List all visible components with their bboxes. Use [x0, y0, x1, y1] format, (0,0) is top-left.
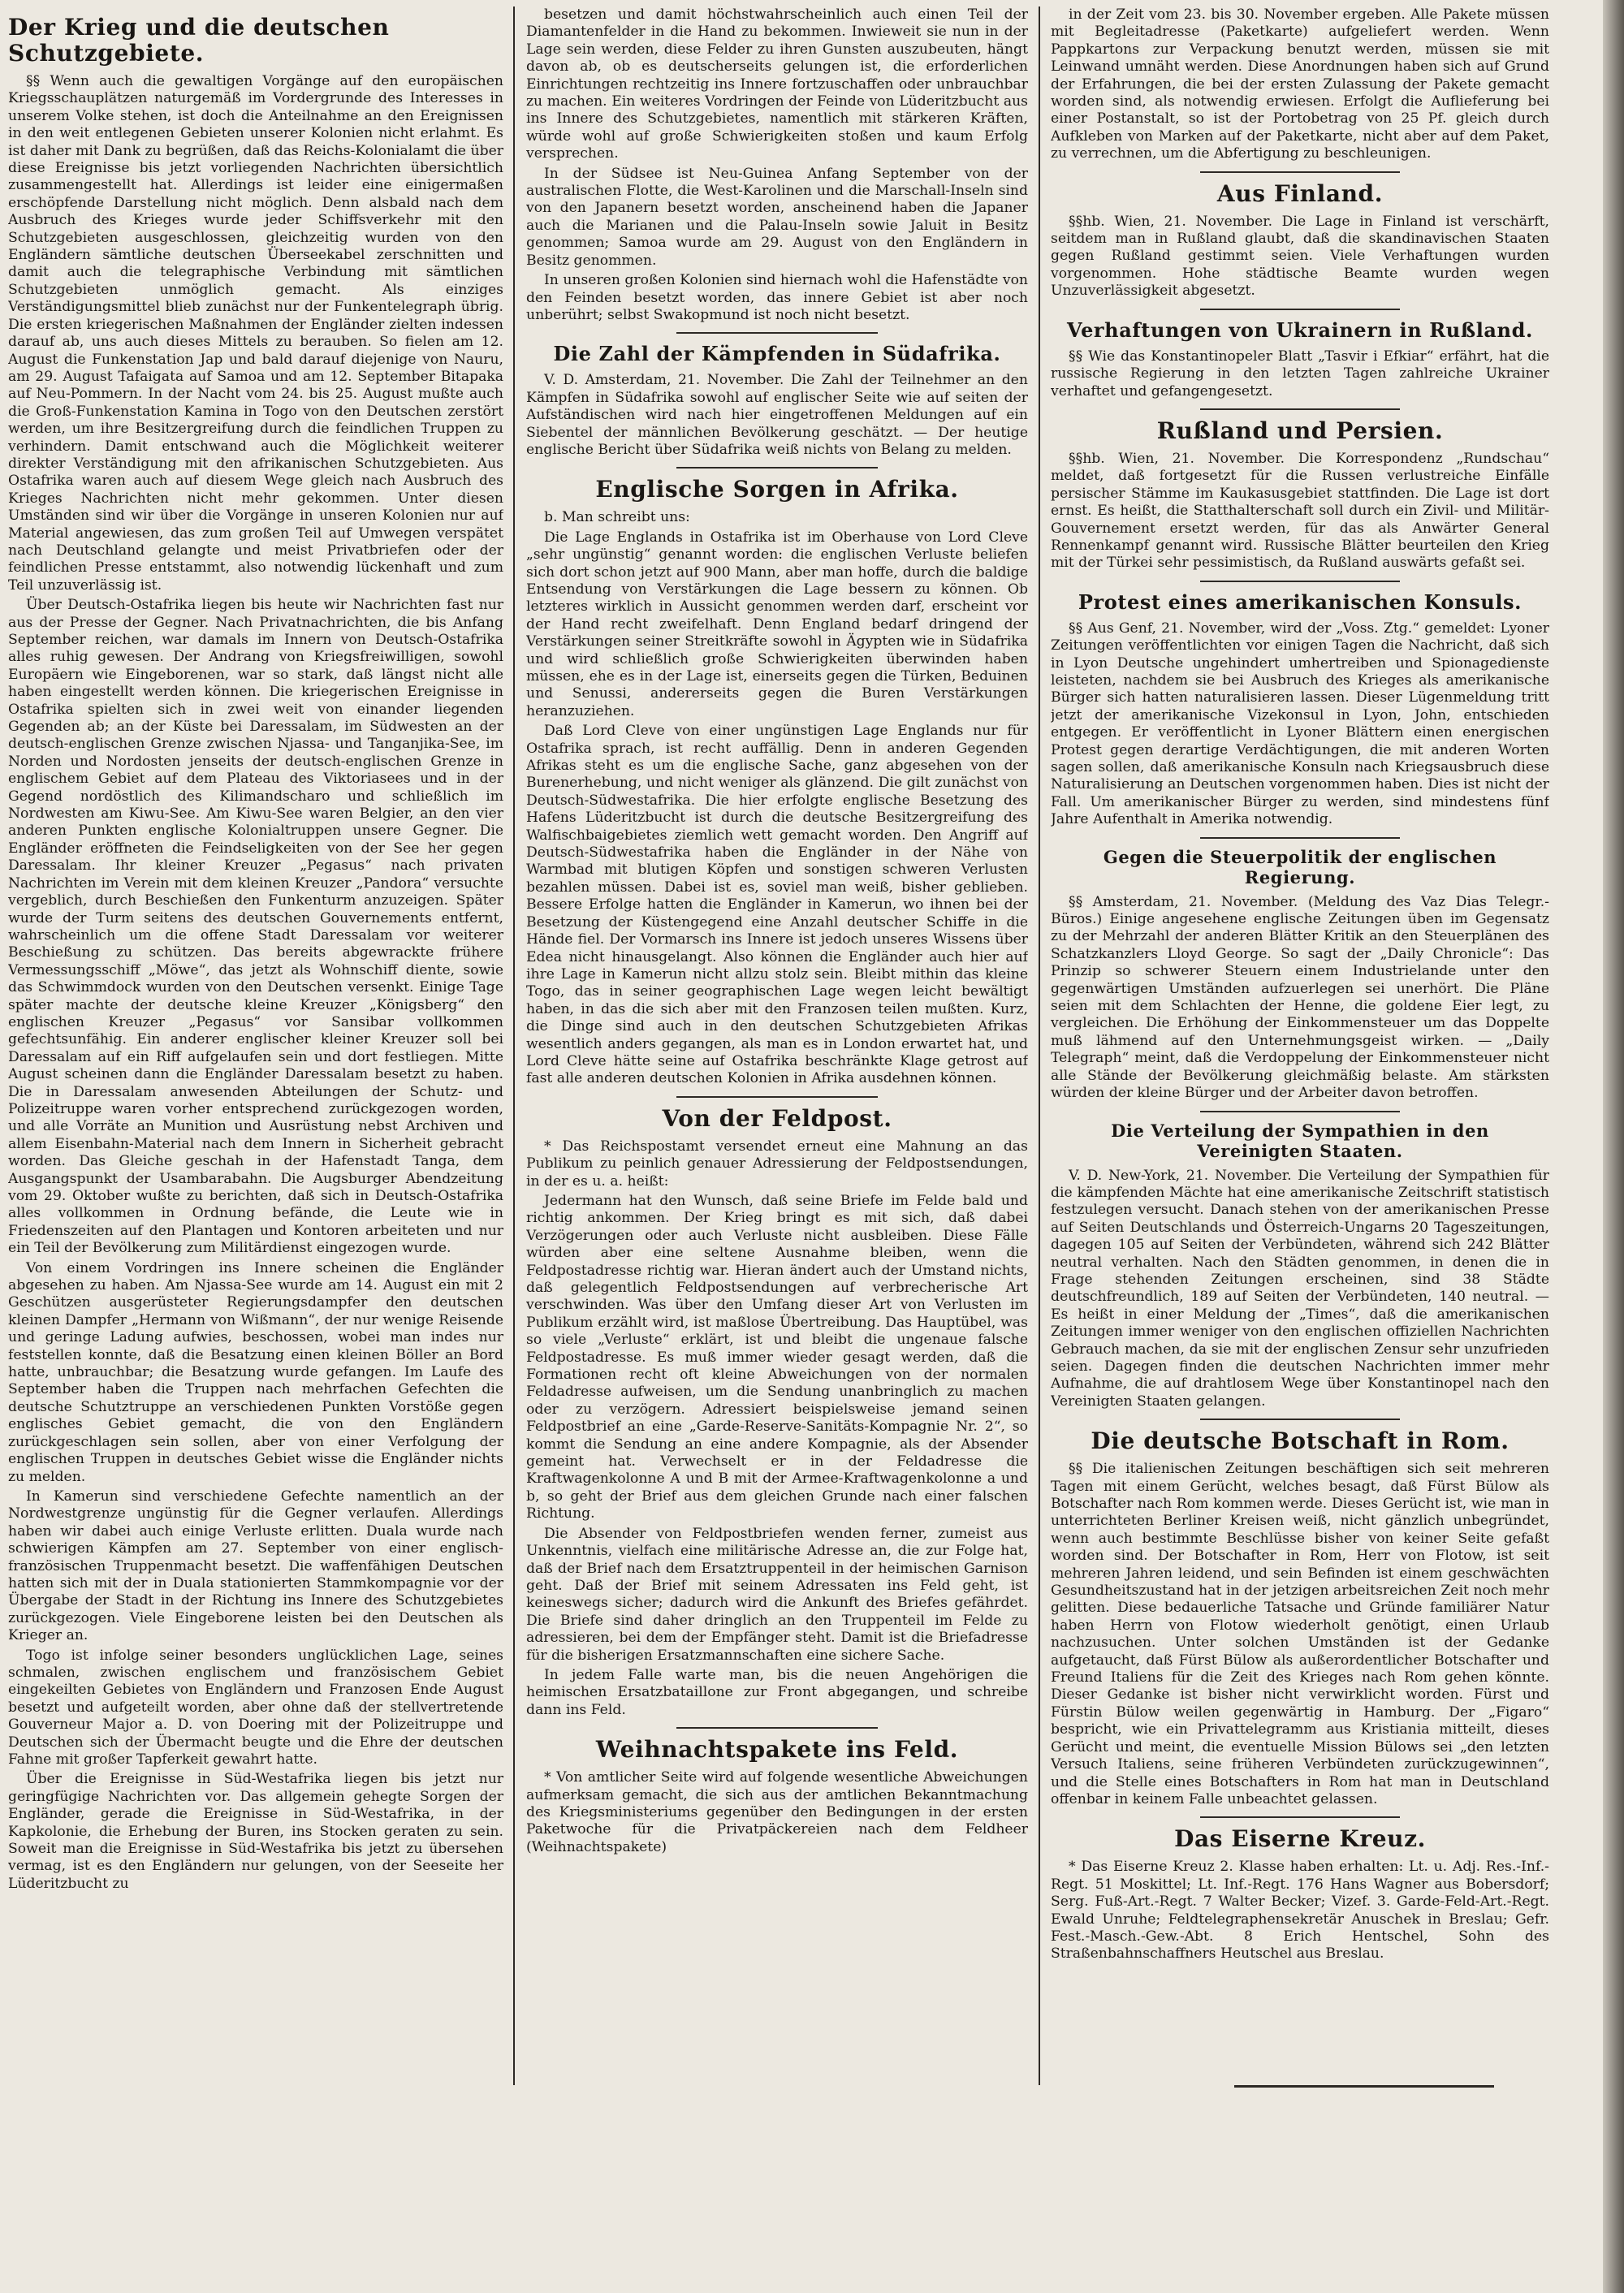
- section-divider: [1200, 581, 1400, 582]
- section-divider: [1200, 837, 1400, 839]
- section-body: [526, 372, 1028, 459]
- section-body: [526, 509, 1028, 1087]
- section-divider: [676, 1727, 877, 1729]
- paragraph: In Kamerun sind verschiedene Gefechte namentlich an der Nordwestgrenze ungünstig für die Gegner verlaufen. Allerdings haben wir dabei auch einige Verluste erlitten. Duala wurde nach schwierigen Kämpfen am 27. September von einer englisch-französischen Truppenmacht besetzt. Die waffenfähigen Deutschen hatten sich mit der in Duala stationierten Stammkompagnie vor der Übergabe der Stadt in der Richtung ins Innere des Schutzgebietes zurückgezogen. Viele Eingeborene leisten bei den Deutschen als Krieger an.: [8, 1488, 503, 1644]
- section-body: [1051, 1461, 1549, 1808]
- section-body: [526, 1138, 1028, 1719]
- paragraph: * Das Reichspostamt versendet erneut eine Mahnung an das Publikum zu peinlich genauer Adressierung der Feldpostsendungen, in der es u. a. heißt:: [526, 1138, 1028, 1190]
- section-title: Gegen die Steuerpolitik der englischen Regierung.: [1103, 846, 1497, 887]
- section-body: [1051, 620, 1549, 829]
- paragraph: Über die Ereignisse in Süd-Westafrika liegen bis jetzt nur geringfügige Nachrichten vor. Das allgemein gehegte Sorgen der Engländer, gerade die Ereignisse in Süd-Westafrika, in der Kapkolonie, die Erhebung der Buren, ins Stocken geraten zu sein. Soweit man die Ereignisse in Süd-Westafrika bis jetzt zu übersehen vermag, ist es den Engländern nur gelungen, von der Seeseite her Lüderitzbucht zu: [8, 1771, 503, 1892]
- section-divider: [676, 1096, 877, 1098]
- section-body: [1051, 214, 1549, 300]
- article-body-krieg: [8, 73, 503, 1893]
- section-body: [1051, 894, 1549, 1103]
- section-divider: [1200, 171, 1400, 173]
- column-1: [8, 6, 503, 2118]
- column-2: [526, 6, 1028, 2118]
- section-divider: [676, 332, 877, 334]
- section-title: Aus Finland.: [1216, 179, 1384, 207]
- paragraph: §§ Aus Genf, 21. November, wird der „Voss. Ztg.“ gemeldet: Lyoner Zeitungen veröffentlichten vor einigen Tagen die Nachricht, daß sich in Lyon Deutsche ungehindert umhertreiben und Spionagedienste leisteten, nachdem sie bei Ausbruch des Krieges als amerikanische Bürger sich hatten naturalisieren lassen. Dieser Lügenmeldung tritt jetzt der amerikanische Vizekonsul in Lyon, John, entschieden entgegen. Er veröffentlicht in Lyoner Blättern einen energischen Protest gegen derartige Verdächtigungen, die mit anderen Worten sagen sollen, daß amerikanische Konsuln nach Kriegsausbruch diese Naturalisierung an Deutschen vorgenommen haben. Dies ist nicht der Fall. Um amerikanischer Bürger zu werden, sind mindestens fünf Jahre Aufenthalt in Amerika notwendig.: [1051, 620, 1549, 828]
- section-divider: [1200, 1419, 1400, 1420]
- section-title: Die Verteilung der Sympathien in den Vereinigten Staaten.: [1111, 1120, 1489, 1161]
- section-body: [1051, 1859, 1549, 1963]
- paragraph: besetzen und damit höchstwahrscheinlich auch einen Teil der Diamantenfelder in die Hand zu bekommen. Inwieweit sie nun in der Lage sein werden, diese Felder zu ihren Gunsten auszubeuten, hängt davon ab, ob es deutscherseits gelungen ist, die erforderlichen Einrichtungen rechtzeitig ins Innere fortzuschaffen oder unbrauchbar zu machen. Ein weiteres Vordringen der Feinde von Lüderitzbucht aus ins Innere des Schutzgebietes, namentlich mit stärkeren Kräften, würde wohl auf große Schwierigkeiten stoßen und kaum Erfolg versprechen.: [526, 6, 1028, 162]
- section-title: Rußland und Persien.: [1156, 417, 1444, 444]
- paragraph: §§ Wenn auch die gewaltigen Vorgänge auf den europäischen Kriegsschauplätzen naturgemäß im Vordergrunde des Interesses in unserem Volke stehen, ist doch die Anteilnahme an den Ereignissen in den weit entlegenen Gebieten unserer Kolonien nicht erlahmt. Es ist daher mit Dank zu begrüßen, daß das Reichs-Kolonialamt die über diese Ereignisse bis jetzt vorliegenden Nachrichten übersichtlich zusammengestellt hat. Allerdings ist leider eine einigermaßen erschöpfende Darstellung nicht möglich. Denn alsbald nach dem Ausbruch des Krieges wurde jeder Schiffsverkehr mit den Schutzgebieten ausgeschlossen, gleichzeitig wurden von den Engländern sämtliche deutschen Überseekabel zerschnitten und damit auch die telegraphische Verbindung mit sämtlichen Schutzgebieten unmöglich gemacht. Als einziges Verständigungsmittel blieb zunächst nur der Funkentelegraph übrig. Die ersten kriegerischen Maßnahmen der Engländer zielten indessen darauf ab, uns auch dieses Mittels zu berauben. So fielen am 12. August die Funkenstation Jap und bald darauf diejenige von Nauru, am 29. August Tafaigata auf Samoa und am 12. September Bitapaka auf Neu-Pommern. In der Nacht vom 24. bis 25. August mußte auch die Groß-Funkenstation Kamina in Togo von den Deutschen zerstört werden, um ihre Besitzergreifung durch die feindlichen Truppen zu verhindern. Damit entschwand auch die Möglichkeit weiterer direkter Verständigung mit den afrikanischen Schutzgebieten. Aus Ostafrika waren auch auf diesem Wege gleich nach Ausbruch des Krieges Nachrichten nicht mehr gekommen. Unter diesen Umständen sind wir über die Vorgänge in unseren Kolonien nur auf Material angewiesen, das zum großen Teil auf Umwegen verspätet nach Deutschland gelangte und meist Privatbriefen oder der feindlichen Presse entstammt, also notwendig lückenhaft und zum Teil unzuverlässig ist.: [8, 73, 503, 594]
- column-rule-1: [513, 6, 515, 2085]
- paragraph: Jedermann hat den Wunsch, daß seine Briefe im Felde bald und richtig ankommen. Der Krieg bringt es mit sich, daß dabei Verzögerungen oder auch Verluste nicht ausbleiben. Diese Fälle würden aber eine seltene Ausnahme bleiben, wenn die Feldpostadresse richtig war. Hieran ändert auch der Umstand nichts, daß gelegentlich Feldpostsendungen auf verbrecherische Art verschwinden. Was über den Umfang dieser Art von Verlusten im Publikum erzählt wird, ist maßlose Übertreibung. Das Hauptübel, was so viele „Verluste“ erklärt, ist und bleibt die ungenaue falsche Feldpostadresse. Es muß immer wieder gesagt werden, daß die Formationen recht oft kleine Abweichungen von der normalen Feldadresse aufweisen, um die Sendung unanbringlich zu machen oder zu verzögern. Adressiert beispielsweise jemand seinen Feldpostbrief an eine „Garde-Reserve-Sanitäts-Kompagnie Nr. 2“, so kommt die Sendung an eine andere Kompagnie, als der Absender gemeint hat. Verwechselt er in der Feldadresse die Kraftwagenkolonne A und B mit der Armee-Kraftwagenkolonne a und b, so geht der Brief aus dem gleichen Grunde nach einer falschen Richtung.: [526, 1192, 1028, 1522]
- paragraph: §§ Amsterdam, 21. November. (Meldung des Vaz Dias Telegr.-Büros.) Einige angesehene englische Zeitungen üben im Gegensatz zu der Mehrzahl der anderen Blätter Kritik an den Steuerplänen des Schatzkanzlers Lloyd George. So sagt der „Daily Chronicle“: Das Prinzip so schwerer Steuern einem Industrielande unter den gegenwärtigen Umständen aufzuerlegen sei unerhört. Die Pläne seien mit dem Schlachten der Henne, die goldene Eier legt, zu vergleichen. Die Erhöhung der Einkommensteuer um das Doppelte muß lähmend auf den Unternehmungsgeist wirken. — „Daily Telegraph“ meint, daß die Verdoppelung der Einkommensteuer nicht alle Stände der Bevölkerung gleichmäßig belaste. Am stärksten würden der kleine Bürger und der Arbeiter davon betroffen.: [1051, 893, 1549, 1102]
- section-body: [1051, 1168, 1549, 1411]
- paragraph: Die Lage Englands in Ostafrika ist im Oberhause von Lord Cleve „sehr ungünstig“ genannt worden: die englischen Verluste beliefen sich dort schon jetzt auf 900 Mann, aber man hoffe, durch die baldige Entsendung von Verstärkungen die Lage bessern zu können. Ob letzteres wirklich in Aussicht genommen werden darf, erscheint vor der Hand recht zweifelhaft. Denn England bedarf dringend der Verstärkungen seiner Streitkräfte sowohl in Ägypten wie in Südafrika und wird schließlich große Schwierigkeiten überwinden haben müssen, ehe es in der Lage ist, einerseits gegen die Türken, Beduinen und Senussi, andererseits gegen die Buren Verstärkungen heranzuziehen.: [526, 529, 1028, 719]
- section-title: Die deutsche Botschaft in Rom.: [1091, 1427, 1510, 1455]
- paragraph: In unseren großen Kolonien sind hiernach wohl die Hafenstädte von den Feinden besetzt worden, das innere Gebiet ist aber noch unberührt; selbst Swakopmund ist noch nicht besetzt.: [526, 272, 1028, 323]
- paragraph: §§ Die italienischen Zeitungen beschäftigen sich seit mehreren Tagen mit einem Gerücht, welches besagt, daß Fürst Bülow als Botschafter nach Rom kommen werde. Dieses Gerücht ist, wie man in unterrichteten Berliner Kreisen weiß, nicht gänzlich unbegründet, wenn auch bestimmte Beschlüsse bisher von keiner Seite gefaßt worden sind. Der Botschafter in Rom, Herr von Flotow, ist seit mehreren Jahren leidend, und sein Befinden ist einem geschwächten Gesundheitszustand hat in der jetzigen arbeitsreichen Zeit noch mehr gelitten. Diese bedauerliche Tatsache und Gründe familiärer Natur haben Herrn von Flotow wiederholt genötigt, einen Urlaub nachzusuchen. Unter solchen Umständen ist der Gedanke aufgetaucht, daß Fürst Bülow als außerordentlicher Botschafter und Freund Italiens für die Zeit des Krieges nach Rom gehen könnte. Dieser Gedanke ist bisher nicht verwirklicht worden. Fürst und Fürstin Bülow weilen gegenwärtig in Hamburg. Der „Figaro“ bespricht, wie ein Privattelegramm aus Kristiania mitteilt, dieses Gerücht und meint, die eventuelle Mission Bülows sei „den letzten Versuch Italiens, seine früheren Verbündeten zurückzugewinnen“, und die Stelle eines Botschafters in Rom hat man in Deutschland offenbar in keinem Falle unbeachtet gelassen.: [1051, 1461, 1549, 1807]
- section-title: Englische Sorgen in Afrika.: [595, 476, 959, 503]
- section-divider: [676, 467, 877, 469]
- paragraph: * Von amtlicher Seite wird auf folgende wesentliche Abweichungen aufmerksam gemacht, die sich aus der amtlichen Bekanntmachung des Kriegsministeriums gegenüber den Bedingungen in der ersten Paketwoche für die Privatpäckereien nach dem Feldheer (Weihnachtspakete): [526, 1769, 1028, 1855]
- section-title: Protest eines amerikanischen Konsuls.: [1078, 589, 1522, 614]
- paragraph: V. D. Amsterdam, 21. November. Die Zahl der Teilnehmer an den Kämpfen in Südafrika sowohl auf englischer Seite wie auf seiten der Aufständischen wird nach hier eingetroffenen Meldungen auf ein Siebentel der männlichen Bevölkerung geschätzt. — Der heutige englische Bericht über Südafrika weiß nichts von Belang zu melden.: [526, 372, 1028, 458]
- section-divider: [1200, 309, 1400, 310]
- column-2-sections: [526, 332, 1028, 1856]
- paragraph: in der Zeit vom 23. bis 30. November ergeben. Alle Pakete müssen mit Begleitadresse (Paketkarte) aufgeliefert werden. Wenn Pappkartons zur Verpackung benutzt werden, müssen sie mit Leinwand umnäht werden. Diese Anordnungen haben sich auf Grund der Erfahrungen, die bei der ersten Zulassung der Pakete gemacht worden sind, als notwendig erwiesen. Erfolgt die Auflieferung bei einer Postanstalt, so ist der Portobetrag von 25 Pf. gleich durch Aufkleben von Marken auf der Paketkarte, nicht aber auf dem Paket, zu verrechnen, um die Abfertigung zu beschleunigen.: [1051, 6, 1549, 162]
- section-divider: [1200, 1111, 1400, 1112]
- section-body: [526, 1769, 1028, 1856]
- section-title: Verhaftungen von Ukrainern in Rußland.: [1067, 317, 1533, 342]
- section-title: Von der Feldpost.: [662, 1104, 892, 1132]
- paragraph: §§hb. Wien, 21. November. Die Korrespondenz „Rundschau“ meldet, daß fortgesetzt für die Russen verlustreiche Einfälle persischer Stämme im Kaukasusgebiet stattfinden. Die Lage ist dort ernst. Es heißt, die Statthalterschaft soll durch ein Zivil- und Militär-Gouvernement ersetzt werden, für das als Anwärter General Rennenkampf genannt wird. Russische Blätter beurteilen den Krieg mit der Türkei sehr pessimistisch, da Rußland auswärts gefaßt sei.: [1051, 450, 1549, 572]
- section-body: [1051, 348, 1549, 400]
- section-title: Weihnachtspakete ins Feld.: [595, 1736, 959, 1764]
- article-title-krieg: Der Krieg und die deutschen Schutzgebiete.: [8, 14, 390, 67]
- page-edge-shadow: [1603, 0, 1624, 2293]
- column-3: [1051, 6, 1549, 1971]
- section-divider: [1200, 408, 1400, 410]
- paragraph: Über Deutsch-Ostafrika liegen bis heute wir Nachrichten fast nur aus der Presse der Gegner. Nach Privatnachrichten, die bis Anfang September reichen, war damals im Innern von Deutsch-Ostafrika alles ruhig gewesen. Der Andrang von Kriegsfreiwilligen, sowohl Europäern wie Eingeborenen, war so stark, daß längst nicht alle haben eingestellt werden können. Die kriegerischen Ereignisse in Ostafrika spielten sich in zwei weit von einander liegenden Gegenden ab; an der Küste bei Daressalam, im Südwesten an der deutsch-englischen Grenze zwischen Njassa- und Tanganjika-See, im Norden und Nordosten jenseits der deutsch-englischen Grenze in englischem Gebiet auf dem Plateau des Viktoriasees und in der Gegend nordöstlich des Kilimandscharo und schließlich im Nordwesten am Kiwu-See. Am Kiwu-See waren Belgier, an den vier anderen Punkten englische Kolonialtruppen unsere Gegner. Die Engländer eröffneten die Feindseligkeiten von der See her gegen Daressalam. Ihr kleiner Kreuzer „Pegasus“ nach privaten Nachrichten im Verein mit dem kleinen Kreuzer „Pandora“ versuchte vergeblich, durch Beschießen den Funkenturm anzuzeigen. Später wurde der Turm seitens des deutschen Gouvernements entfernt, wahrscheinlich um die offene Stadt Daressalam vor weiterer Beschießung zu schützen. Das bereits abgewrackte frühere Vermessungsschiff „Möwe“, das jetzt als Wohnschiff diente, sowie das Schwimmdock wurden von den Deutschen versenkt. Einige Tage später machte der deutsche kleine Kreuzer „Königsberg“ den englischen Kreuzer „Pegasus“ vor Sansibar vollkommen gefechtsunfähig. Ein anderer englischer kleiner Kreuzer soll bei Daressalam auf ein Riff aufgelaufen sein und dort festliegen. Mitte August scheinen dann die Engländer Daressalam besetzt zu haben. Die in Daressalam anwesenden Abteilungen der Schutz- und Polizeitruppe waren vorher entsprechend zurückgezogen worden, und alle Vorräte an Munition und Ausrüstung nebst Archiven und allem Eisenbahn-Material nach dem Innern in Sicherheit gebracht worden. Das Gleiche geschah in der Hafenstadt Tanga, dem Ausgangspunkt der Usambarabahn. Die Augsburger Abendzeitung vom 29. Oktober wußte zu berichten, daß sich in Deutsch-Ostafrika alles vollkommen in Ordnung befände, die Leute wie in Friedenszeiten auf den Plantagen und Kontoren arbeiteten und nur ein Teil der Bevölkerung zum Militärdienst eingezogen wurde.: [8, 597, 503, 1257]
- paragraph: Togo ist infolge seiner besonders unglücklichen Lage, seines schmalen, zwischen englischem und französischem Gebiet eingekeilten Gebietes von Engländern und Franzosen Ende August besetzt und aufgeteilt worden, aber ohne daß der stellvertretende Gouverneur Major a. D. von Doering mit der Polizeitruppe und Deutschen sich der Übermacht beugte und die Ehre der deutschen Fahne mit großer Tapferkeit gewahrt hatte.: [8, 1647, 503, 1768]
- section-title: Das Eiserne Kreuz.: [1174, 1825, 1426, 1853]
- column-rule-2: [1039, 6, 1040, 2085]
- column-3-sections: [1051, 171, 1549, 1963]
- paragraph: V. D. New-York, 21. November. Die Verteilung der Sympathien für die kämpfenden Mächte hat eine amerikanische Zeitschrift statistisch festzulegen versucht. Danach stehen von der amerikanischen Presse auf Seiten Deutschlands und Österreich-Ungarns 20 Tageszeitungen, dagegen 105 auf Seiten der Verbündeten, während sich 242 Blätter neutral verhalten. Nach den Städten genommen, in denen die in Frage stehenden Zeitungen erscheinen, sind 38 Städte deutschfreundlich, 189 auf Seiten der Verbündeten, 140 neutral. — Es heißt in einer Meldung der „Times“, daß die amerikanischen Zeitungen immer weniger von den englischen offiziellen Nachrichten Gebrauch machen, da sie mit der englischen Zensur sehr unzufrieden seien. Dagegen finden die deutschen Nachrichten immer mehr Aufnahme, die auf drahtlosem Wege über Konstantinopel nach den Vereinigten Staaten gelangen.: [1051, 1167, 1549, 1410]
- section-title: Die Zahl der Kämpfenden in Südafrika.: [553, 342, 1001, 366]
- paragraph: Die Absender von Feldpostbriefen wenden ferner, zumeist aus Unkenntnis, vielfach eine militärische Adresse an, die zur Folge hat, daß der Brief nach dem Ersatztruppenteil in der heimischen Garnison geht. Daß der Brief mit seinem Adressaten ins Feld geht, ist keineswegs sicher; dadurch wird die Ankunft des Briefes gefährdet. Die Briefe sind daher dringlich an den Truppenteil im Felde zu adressieren, bei dem der Empfänger steht. Damit ist die Briefadresse für die bisherigen Ersatzmannschaften eine sichere Sache.: [526, 1525, 1028, 1664]
- paragraph: Daß Lord Cleve von einer ungünstigen Lage Englands nur für Ostafrika sprach, ist recht auffällig. Denn in anderen Gegenden Afrikas steht es um die englische Sache, ganz abgesehen von der Burenerhebung, und nicht weniger als glänzend. Die gilt zunächst von Deutsch-Südwestafrika. Die hier erfolgte englische Besetzung des Hafens Lüderitzbucht ist durch die deutsche Besitzergreifung des Walfischbaigebietes ziemlich wett gemacht worden. Den Angriff auf Deutsch-Südwestafrika haben die Engländer in der Nähe von Warmbad mit blutigen Köpfen und sonstigen schweren Verlusten bezahlen müssen. Dabei ist es, soviel man weiß, bisher geblieben. Bessere Erfolge hatten die Engländer in Kamerun, wo ihnen bei der Besetzung der Küstengegend eine Anzahl deutscher Schiffe in die Hände fiel. Der Vormarsch ins Innere ist jedoch unseres Wissens über Edea nicht hinausgelangt. Also können die Engländer auch hier auf ihre Lage in Kamerun nicht allzu stolz sein. Bleibt mithin das kleine Togo, das in seiner geographischen Lage wegen leicht bewältigt haben, in das die sich aber mit den Franzosen teilen mußten. Kurz, die Dinge sind auch in den deutschen Schutzgebieten Afrikas wesentlich anders gegangen, als man es in London erwartet hat, und Lord Cleve hätte seine auf Ostafrika beschränkte Klage getrost auf fast alle anderen deutschen Kolonien in Afrika ausdehnen können.: [526, 723, 1028, 1087]
- paragraph: In jedem Falle warte man, bis die neuen Angehörigen die heimischen Ersatzbataillone zur Front abgegangen, und schreibe dann ins Feld.: [526, 1666, 1028, 1718]
- paragraph: b. Man schreibt uns:: [544, 509, 690, 526]
- paragraph: Von einem Vordringen ins Innere scheinen die Engländer abgesehen zu haben. Am Njassa-See wurde am 14. August ein mit 2 Geschützen ausgerüsteter Regierungsdampfer den deutschen kleinen Dampfer „Hermann von Wißmann“, der nur wenige Reisende und geringe Ladung aufwies, beschossen, wobei man indes nur feststellen konnte, daß die Besatzung einen kleinen Böller an Bord hatte, unbrauchbar; die Besatzung wurde gefangen. Im Laufe des September haben die Truppen nach mehrfachen Gefechten die deutsche Schutztruppe an verschiedenen Punkten Vorstöße gegen englisches Gebiet gemacht, die von den Engländern zurückgeschlagen sein sollen, aber von einer Verfolgung der englischen Truppen in deutsches Gebiet wisse die Engländer nichts zu melden.: [8, 1259, 503, 1485]
- section-divider: [1200, 1816, 1400, 1818]
- continued-text: [526, 6, 1028, 324]
- section-body: [1051, 451, 1549, 572]
- paragraph: * Das Eiserne Kreuz 2. Klasse haben erhalten: Lt. u. Adj. Res.-Inf.-Regt. 51 Moskittel; Lt. Inf.-Regt. 176 Hans Wagner aus Bobersdorf; Serg. Fuß-Art.-Regt. 7 Walter Becker; Vizef. 3. Garde-Feld-Art.-Regt. Ewald Unruhe; Feldtelegraphensekretär Anuschek in Breslau; Gefr. Fest.-Masch.-Gew.-Abt. 8 Erich Hentschel, Sohn des Straßenbahnschaffners Heutschel aus Breslau.: [1051, 1859, 1549, 1963]
- paragraph: In der Südsee ist Neu-Guinea Anfang September von der australischen Flotte, die West-Karolinen und die Marschall-Inseln sind von den Japanern besetzt worden, anscheinend haben die Japaner auch die Marianen und die Palau-Inseln sowie Jaluit in Besitz genommen; Samoa wurde am 29. August von den Engländern in Besitz genommen.: [526, 165, 1028, 269]
- continued-text: [1051, 6, 1549, 163]
- paragraph: §§ Wie das Konstantinopeler Blatt „Tasvir i Efkiar“ erfährt, hat die russische Regierung in den letzten Tagen zahlreiche Ukrainer verhaftet und gefangengesetzt.: [1051, 348, 1549, 399]
- end-rule: [1234, 2085, 1494, 2088]
- paragraph: §§hb. Wien, 21. November. Die Lage in Finland ist verschärft, seitdem man in Rußland glaubt, daß die skandinavischen Staaten gegen Rußland gestimmt seien. Viele Verhaftungen wurden vorgenommen. Hohe städtische Beamte wurden wegen Unzuverlässigkeit abgesetzt.: [1051, 213, 1549, 300]
